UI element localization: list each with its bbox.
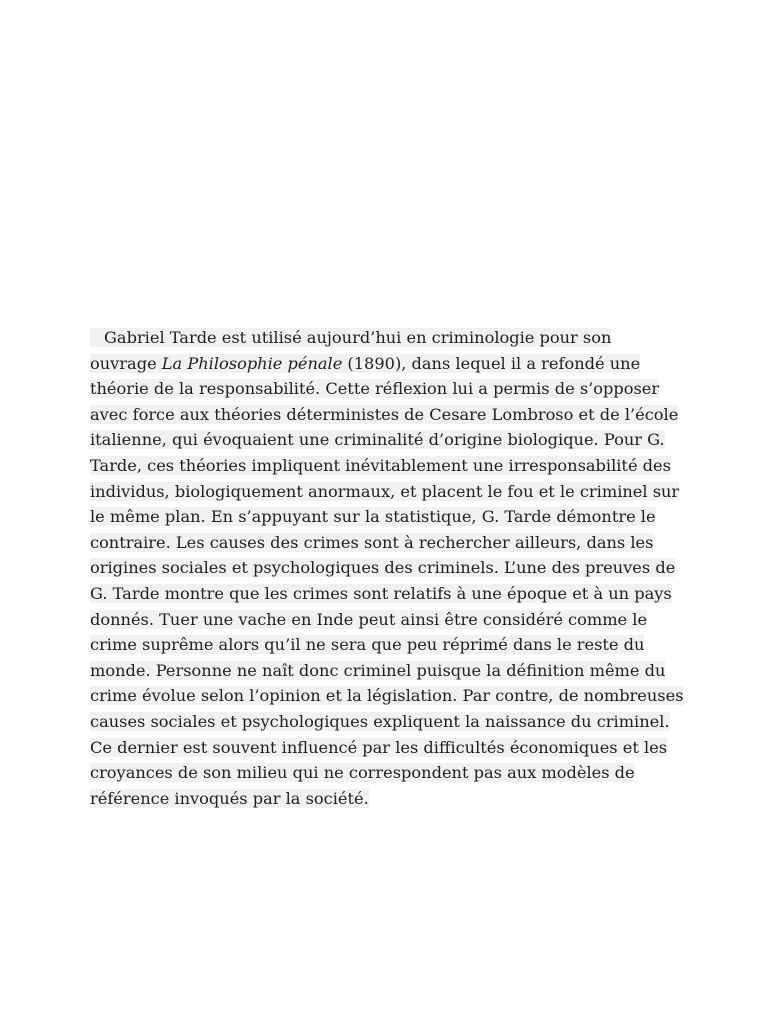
body-paragraph bbox=[90, 325, 684, 811]
text-line-8: le même plan. En s’appuyant sur la statistique, G. Tarde démontre le bbox=[90, 507, 656, 527]
book-title: La Philosophie pénale bbox=[161, 353, 343, 373]
text-line-11: G. Tarde montre que les crimes sont relatifs à une époque et à un pays bbox=[90, 583, 672, 603]
text-line-2: ouvrage La Philosophie pénale (1890), dans lequel il a refondé une bbox=[90, 353, 641, 373]
text-line-9: contraire. Les causes des crimes sont à rechercher ailleurs, dans les bbox=[90, 532, 654, 552]
text-line-14: monde. Personne ne naît donc criminel puisque la définition même du bbox=[90, 660, 666, 680]
text-line-5: italienne, qui évoquaient une criminalité d’origine biologique. Pour G. bbox=[90, 430, 665, 450]
text-line-15: crime évolue selon l’opinion et la législation. Par contre, de nombreuses bbox=[90, 686, 684, 706]
text-line-6: Tarde, ces théories impliquent inévitablement une irresponsabilité des bbox=[90, 455, 671, 475]
text-line-4: avec force aux théories déterministes de Cesare Lombroso et de l’école bbox=[90, 404, 679, 424]
text-line-12: donnés. Tuer une vache en Inde peut ainsi être considéré comme le bbox=[90, 609, 648, 629]
text-line-17: Ce dernier est souvent influencé par les difficultés économiques et les bbox=[90, 737, 668, 757]
text-line-18: croyances de son milieu qui ne correspondent pas aux modèles de bbox=[90, 763, 635, 783]
text-line-1: Gabriel Tarde est utilisé aujourd’hui en criminologie pour son bbox=[90, 325, 680, 351]
text-line-7: individus, biologiquement anormaux, et placent le fou et le criminel sur bbox=[90, 481, 680, 501]
text-line-3: théorie de la responsabilité. Cette réflexion lui a permis de s’opposer bbox=[90, 379, 660, 399]
text-line-13: crime suprême alors qu’il ne sera que peu réprimé dans le reste du bbox=[90, 635, 645, 655]
text-line-16: causes sociales et psychologiques expliquent la naissance du criminel. bbox=[90, 711, 670, 731]
text-line-19: référence invoqués par la société. bbox=[90, 788, 369, 808]
text-line-10: origines sociales et psychologiques des criminels. L’une des preuves de bbox=[90, 558, 676, 578]
